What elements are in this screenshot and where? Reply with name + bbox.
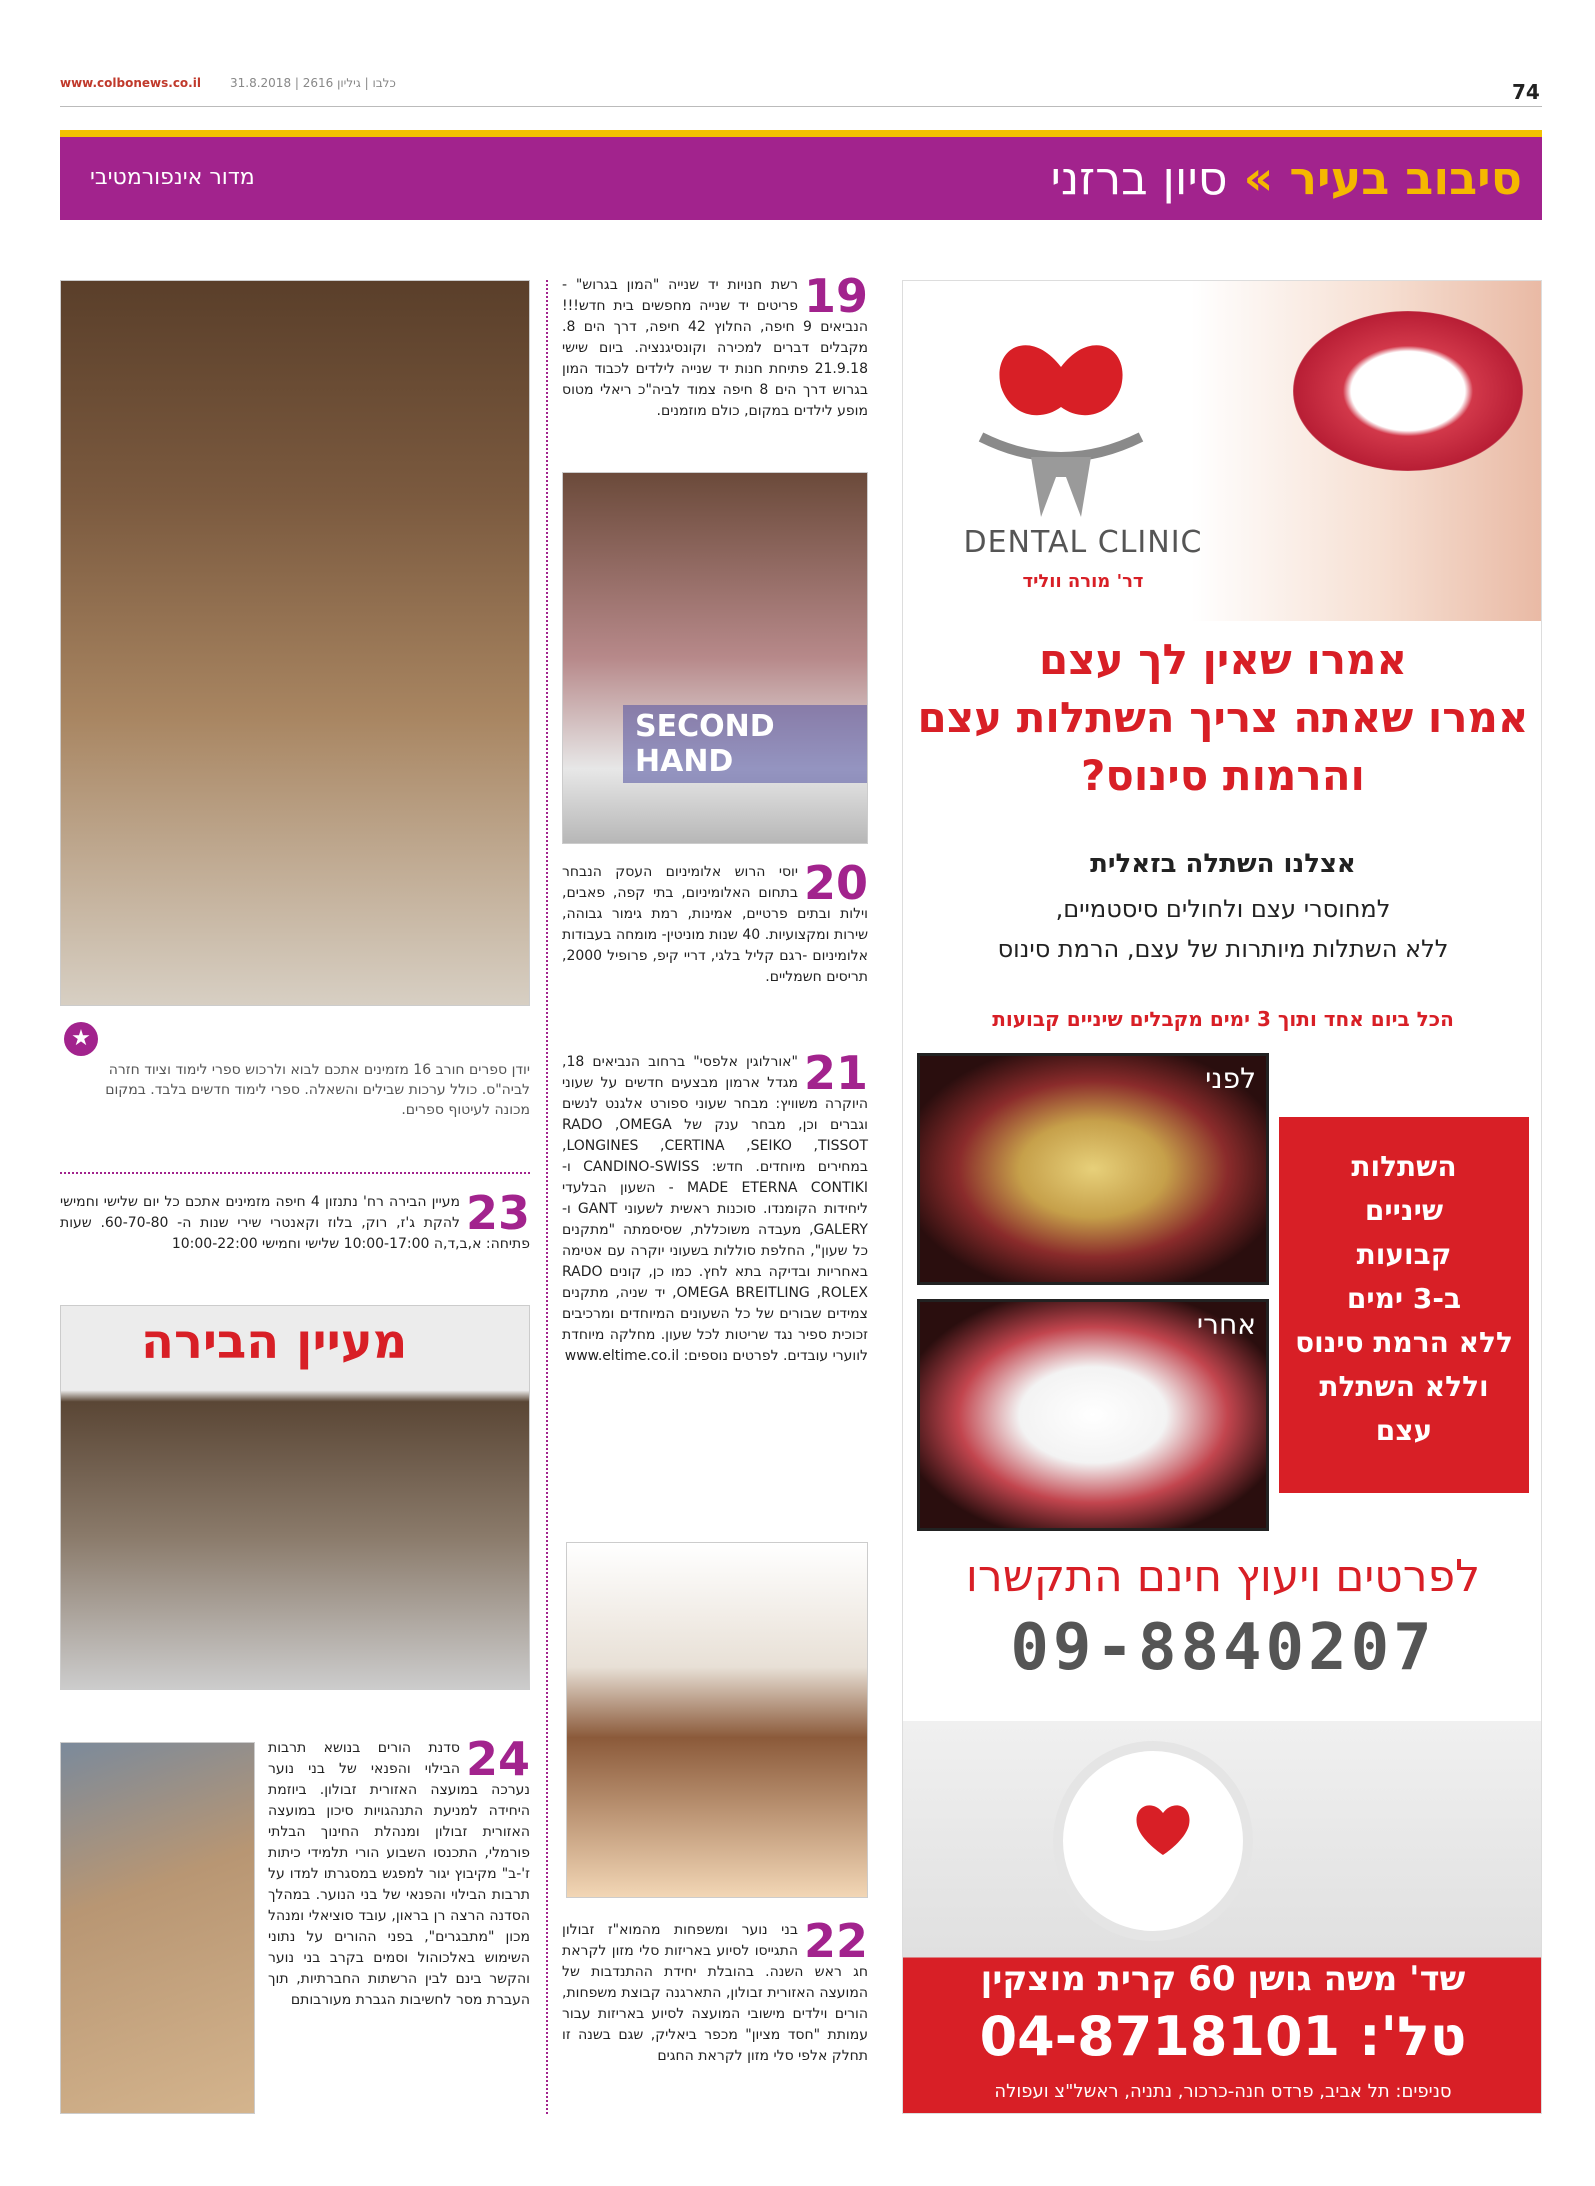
promo-line: השתלות — [1351, 1150, 1457, 1183]
section-title-label: סיבוב בעיר » — [1243, 151, 1522, 205]
banner-subtitle: מדור אינפורמטיבי — [90, 165, 255, 190]
article-number: 21 — [803, 1046, 868, 1100]
phone-number-primary[interactable]: 09-8840207 — [1010, 1611, 1436, 1685]
before-label: לפני — [1205, 1062, 1256, 1095]
page-number: 74 — [1512, 80, 1540, 104]
sub-line: למחוסרי עצם ולחולים סיסטמיים, — [1055, 895, 1391, 923]
article-22 — [562, 1914, 868, 2067]
ad-top-panel — [903, 281, 1542, 621]
phone-number-secondary[interactable]: טל': 04-8718101 — [979, 2005, 1467, 2068]
promo-line: ב-3 ימים — [1346, 1282, 1462, 1315]
clinic-logo — [1053, 1741, 1253, 1941]
promo-line: קבועות — [1356, 1238, 1452, 1271]
section-banner — [60, 130, 1542, 220]
implant-promo-box — [1279, 1117, 1529, 1493]
contact-line: לפרטים ויעוץ חינם התקשרו — [965, 1551, 1481, 1602]
promo-line: ללא הרמת סינוס — [1295, 1326, 1513, 1359]
clock-shop-owner-photo — [566, 1542, 868, 1898]
article-text: בני נוער ומשפחות מהמוא"ז זבולון התגייסו לסיוע באריזות סלי מזון לקראת חג ראש השנה. בהובלת יחידת ההתנדבות של המועצה האזורית זבולון, התארגנה קבוצת משפחות, הורים וילדים מישובי המועצה לסיוע באריזות עבור עמותת "חסד מציון" מכפר ביאליק, שגם בשנה זו תחלק אלפי סלי מזון לקראת החגים — [562, 1922, 868, 2064]
ad-promo-line: הכל ביום אחד ותוך 3 ימים מקבלים שיניים קבועות — [992, 1007, 1454, 1031]
article-text: יוסי הרוש אלומיניום העסק הנבחר בתחום האלומיניום, בתי קפה, פאבים, וילות ובתים פרטיים, אמינות, רמת גימור גבוהה, שירות ומקצועיות. 40 שנות מוניטין- מומחה בעבודות אלומיניום -רגם קליל בלגי, דריי קיפ, פרופיל 2000, תריסים חשמליים. — [562, 864, 869, 985]
clinic-address: שד' משה גושן 60 קרית מוצקין — [980, 1959, 1466, 1999]
article-text: "אורלוגין אלפסי" ברחוב הנביאים 18, מגדל ארמון מבצעים חדשים על שעוני היוקרה משוויץ: מבחר שעוני ספורט אלגנט לנשים וגברים וכן, מבחר ענק של RADO ,OMEGA ,LONGINES ,CERTINA ,SEIKO ,TISSOT במחירים מיוחדים. חדש: CANDINO-SWISS ו- MADE ETERNA CONTIKI - השעון הבלעדי ליחידות הקומנדו. סוכנות ראשית לשעוני GANT ו- GALERY, מעבדה משוכללת, שסיסמתה "מתקנים כל שעון", החלפת סוללות בשעוני יוקרה עם אטימה באחריות ובדיקה בתא לחץ. כמו כן, קונים RADO ,OMEGA BREITLING ,ROLEX יד שניה, מתקנים צמידים שבורים של כל השעונים המיוחדים ומרכיבים זכוכית ספיר נגד שריטות לכל שעון. מחלקה מיוחדת לווערי עובדים. לפרטים נוספים: www.eltime.co.il — [562, 1054, 869, 1364]
issue-info: כלבו | גיליון 2616 | 31.8.2018 — [230, 76, 396, 90]
clinic-doctor: דר' מורה ווליד — [1022, 571, 1144, 592]
heart-tooth-icon — [1131, 1799, 1195, 1859]
article-number: 23 — [465, 1186, 530, 1240]
ad-headline — [913, 631, 1533, 805]
promo-line: עצם — [1375, 1414, 1433, 1447]
article-number: 19 — [803, 269, 868, 323]
headline-line: אמרו שאין לך עצם — [1038, 635, 1408, 684]
packing-boxes-photo — [60, 1742, 255, 2114]
secondhand-sign: SECOND HAND — [623, 705, 867, 783]
star-icon: ★ — [64, 1022, 98, 1056]
promo-line: וללא השתלת — [1319, 1370, 1489, 1403]
tooth-logo-icon — [971, 327, 1151, 527]
ad-subtitle: אצלנו השתלה בזאלית — [1090, 849, 1356, 879]
article-24 — [268, 1732, 530, 2011]
ad-sub-lines — [913, 889, 1533, 969]
article-19 — [562, 269, 869, 422]
section-title — [1051, 151, 1542, 205]
author-name: סיון ברזני — [1050, 151, 1228, 205]
after-teeth-photo — [917, 1299, 1269, 1531]
bookstore-caption: יודן ספרים חורב 16 מזמינים אתכם לבוא ולרכוש ספרי לימוד וציוד חזרה לביה"ס. כולל ערכות שבילים והשאלה. ספרי לימוד חדשים בלבד. במקום מכונה לעיטוף ספרים. — [105, 1062, 530, 1118]
beer-bar-photo — [60, 1305, 530, 1690]
beer-bar-sign: מעיין הבירה — [141, 1314, 408, 1370]
smile-image — [1293, 311, 1523, 471]
dental-clinic-ad — [902, 280, 1542, 2114]
sub-line: ללא השתלות מיותרות של עצם, הרמת סינוס — [997, 935, 1449, 963]
after-label: אחרי — [1196, 1308, 1256, 1341]
before-teeth-photo — [917, 1053, 1269, 1285]
article-23 — [60, 1186, 530, 1255]
article-number: 22 — [803, 1914, 868, 1968]
article-number: 24 — [465, 1732, 530, 1786]
article-text: רשת חנויות יד שנייה "המון בגרוש" -פריטים יד שנייה מחפשים בית חדש!!! הנביאים 9 חיפה, החלוץ 42 חיפה, דרך הים 8. מקבלים דברים למכירה וקונסיגנציה. ביום שישי 21.9.18 פתיחת חנות יד שנייה לילדים לכבוד המון בגרוש דרך הים 8 חיפה צמוד לביה"כ ריאלי מטוס מופע לילדים במקום, כולם מוזמנים. — [562, 277, 869, 419]
article-number: 20 — [803, 856, 868, 910]
clinic-name: DENTAL CLINIC — [963, 525, 1203, 560]
column-divider — [546, 280, 548, 2114]
secondhand-store-photo — [562, 472, 868, 844]
bookstore-photo — [60, 280, 530, 1006]
top-rule — [60, 106, 1542, 107]
article-text: סדנת הורים בנושא תרבות הבילוי והפנאי של בני נוער נערכה במועצה האזורית זבולון. ביוזמת היחידה למניעת התנהגויות סיכון במועצה האזורית זבולון ומנהלת החינוך הבלתי פורמלי, התכנסו השבוע הורי תלמידי כיתות ז'-ב" מקיבוץ יגור למפגש במסגרתו למדו על תרבות הבילוי והפנאי של בני הנוער. במהלך הסדנה הרצה רן בראון, עובד סוציאלי ומנהל מכון "מתבגרים", בפני ההורים על נתוני השימוש באלכוהול וסמים בקרב בני נוער והקשר בינם לבין הרשתות החברתיות, תוך העברת מסר לחשיבות הגברת מעורבותם — [268, 1740, 530, 2008]
headline-line: אמרו שאתה צריך השתלות עצם — [917, 693, 1529, 742]
article-20 — [562, 856, 869, 988]
row-divider — [60, 1172, 530, 1174]
article-text: מעיין הבירה רח' נתנזון 4 חיפה מזמינים אתכם כל יום שלישי וחמישי להקת ג'ז, רוק, בלוז וקאנטרי שירי שנות ה- 60-70-80. שעות פתיחה: א,ב,ד,ה 10:00-17:00 שלישי וחמישי 10:00-22:00 — [60, 1194, 530, 1252]
headline-line: והרמות סינוס? — [1081, 751, 1365, 800]
branch-list: סניפים: תל אביב, פרדס חנה-כרכור, נתניה, ראשל"צ ועפולה — [994, 2081, 1452, 2102]
site-url[interactable]: www.colbonews.co.il — [60, 76, 201, 90]
promo-line: שיניים — [1364, 1194, 1444, 1227]
article-21 — [562, 1046, 869, 1367]
